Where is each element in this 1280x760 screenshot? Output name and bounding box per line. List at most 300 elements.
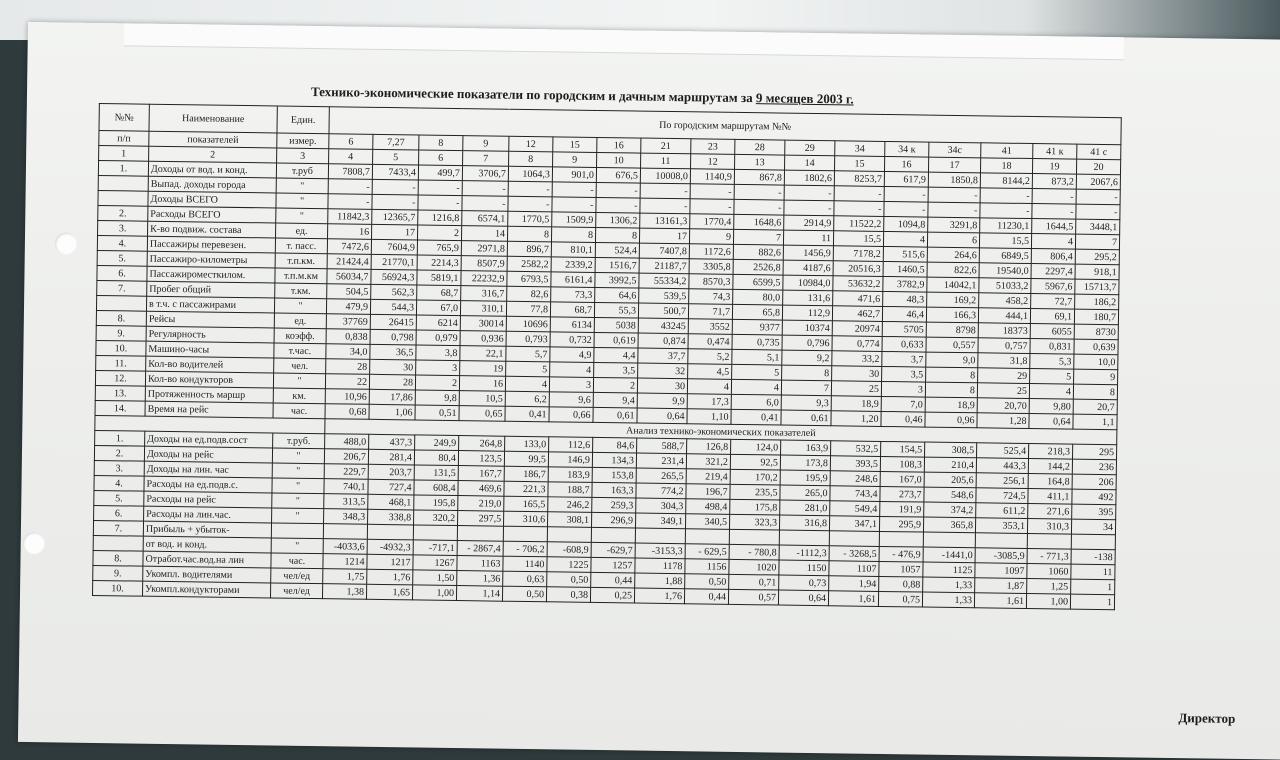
value-cell: - 3268,5 [829, 546, 879, 562]
indicator-name: К-во подвиж. состава [148, 221, 276, 238]
value-cell: 183,9 [548, 467, 592, 483]
indicator-unit: " [272, 448, 324, 464]
value-cell: 1150 [779, 560, 829, 576]
value-cell: 34 [1071, 519, 1115, 535]
value-cell: 9 [689, 229, 733, 245]
value-cell: 469,6 [458, 481, 504, 497]
value-cell: 1,94 [829, 576, 879, 592]
value-cell: 231,4 [636, 453, 686, 469]
value-cell: - [462, 181, 508, 197]
value-cell: - 780,8 [729, 544, 779, 560]
value-cell: 1802,6 [784, 170, 834, 186]
value-cell: 3,8 [416, 345, 460, 361]
value-cell: 0,774 [832, 336, 882, 352]
value-cell: 28 [326, 359, 370, 375]
value-cell: 0,50 [502, 586, 546, 602]
value-cell: 3,5 [594, 362, 638, 378]
value-cell [323, 524, 367, 540]
value-cell: 15713,7 [1075, 279, 1119, 295]
value-cell: 37769 [326, 314, 370, 330]
value-cell: 51033,2 [979, 278, 1031, 294]
value-cell: 2 [415, 375, 459, 391]
value-cell: 7 [733, 229, 783, 245]
value-cell: 1,61 [974, 593, 1026, 609]
value-cell: - [1076, 189, 1120, 205]
value-cell: 1,28 [977, 413, 1029, 429]
indicator-unit: " [276, 193, 328, 209]
value-cell: 153,8 [592, 467, 636, 483]
value-cell: 0,64 [637, 408, 687, 424]
value-cell: -1112,3 [779, 545, 829, 561]
value-cell: 249,9 [415, 435, 459, 451]
value-cell: -3085,9 [975, 548, 1027, 564]
column-index: 14 [785, 155, 835, 171]
value-cell: 1,76 [634, 588, 684, 604]
header-name: показателей [149, 131, 277, 148]
value-cell: 33,2 [832, 351, 882, 367]
value-cell: 1057 [879, 561, 923, 577]
indicator-name: Пассажироместкилом. [147, 266, 275, 283]
value-cell: 0,735 [732, 334, 782, 350]
indicator-unit: т.п.км. [275, 253, 327, 269]
value-cell: 25 [831, 381, 881, 397]
value-cell: 539,5 [639, 288, 689, 304]
value-cell: 3552 [688, 319, 732, 335]
value-cell: 6793,5 [507, 271, 551, 287]
value-cell [457, 526, 503, 542]
value-cell: 0,88 [879, 576, 923, 592]
indicator-unit: час. [271, 553, 323, 569]
value-cell: 108,3 [880, 456, 924, 472]
value-cell: 8730 [1074, 324, 1118, 340]
value-cell [729, 529, 779, 545]
value-cell: 297,5 [458, 511, 504, 527]
value-cell: 259,3 [592, 497, 636, 513]
value-cell: 0,25 [590, 587, 634, 603]
indicator-name: Укомпл.кондукторами [142, 581, 270, 598]
value-cell: 229,7 [324, 464, 368, 480]
indicator-unit: " [274, 298, 326, 314]
value-cell: 1125 [923, 562, 975, 578]
value-cell: 321,2 [686, 454, 730, 470]
value-cell: 264,8 [459, 436, 505, 452]
value-cell: 5 [1030, 369, 1074, 385]
value-cell: 80,4 [414, 450, 458, 466]
value-cell: 188,7 [548, 482, 592, 498]
value-cell: 219,4 [686, 469, 730, 485]
value-cell: 1850,8 [928, 172, 980, 188]
value-cell: 0,639 [1074, 339, 1118, 355]
route-number: 34 [835, 141, 885, 157]
punch-hole [23, 532, 45, 554]
value-cell: 265,0 [780, 485, 830, 501]
value-cell: 462,7 [832, 306, 882, 322]
value-cell: - [734, 199, 784, 215]
value-cell: - [784, 200, 834, 216]
row-number: 6. [97, 265, 147, 281]
value-cell: 17 [371, 224, 417, 240]
indicator-name: в т.ч. с пассажирами [146, 296, 274, 313]
value-cell: 0,46 [881, 411, 925, 427]
value-cell: - [1032, 204, 1076, 220]
value-cell: 0,61 [593, 407, 637, 423]
column-index: 17 [928, 157, 980, 173]
value-cell: 55,3 [594, 302, 638, 318]
indicator-unit: " [272, 463, 324, 479]
value-cell: 0,41 [505, 406, 549, 422]
value-cell: 206 [1072, 474, 1116, 490]
value-cell: 617,9 [884, 171, 928, 187]
value-cell: - [640, 198, 690, 214]
row-number: 4. [94, 475, 144, 491]
route-number: 16 [597, 137, 641, 153]
value-cell: 743,4 [830, 486, 880, 502]
value-cell: 1140 [503, 556, 547, 572]
indicator-name: Расходы на ед.подв.с. [144, 476, 272, 493]
indicator-unit: т.руб [276, 163, 328, 179]
indicator-name: Кол-во водителей [146, 356, 274, 373]
value-cell: 3,7 [882, 351, 926, 367]
value-cell: 9,80 [1029, 399, 1073, 415]
value-cell [975, 533, 1027, 549]
value-cell: 10,96 [325, 389, 369, 405]
indicator-name: Машино-часы [146, 341, 274, 358]
value-cell: 21770,1 [371, 254, 417, 270]
row-number: 7. [93, 520, 143, 536]
row-number: 3. [94, 460, 144, 476]
value-cell: 9,9 [637, 393, 687, 409]
value-cell: 1,75 [323, 569, 367, 585]
value-cell: 727,4 [368, 479, 414, 495]
value-cell: 0,64 [1029, 414, 1073, 430]
value-cell: - 629,5 [685, 544, 729, 560]
indicator-name: Пассажиры перевезен. [147, 236, 275, 253]
value-cell: 7 [1075, 234, 1119, 250]
value-cell: - [462, 196, 508, 212]
value-cell: 1,00 [412, 585, 456, 601]
row-number [96, 295, 146, 311]
route-number: 6 [329, 134, 373, 150]
value-cell: 1,1 [1073, 414, 1117, 430]
value-cell: 515,6 [883, 246, 927, 262]
value-cell: 21424,4 [327, 254, 371, 270]
value-cell: 26415 [370, 314, 416, 330]
indicator-name: Время на рейс [145, 401, 273, 418]
value-cell: 0,66 [549, 407, 593, 423]
value-cell: 304,3 [636, 498, 686, 514]
value-cell: 0,936 [460, 331, 506, 347]
value-cell: 6214 [416, 315, 460, 331]
value-cell: 1644,5 [1032, 219, 1076, 235]
value-cell: 1,50 [413, 570, 457, 586]
row-number: 2. [98, 205, 148, 221]
value-cell: 488,0 [325, 434, 369, 450]
value-cell: 3782,9 [883, 276, 927, 292]
value-cell: 68,7 [417, 285, 461, 301]
value-cell [503, 526, 547, 542]
route-number: 41 к [1033, 144, 1077, 160]
value-cell: 873,2 [1032, 174, 1076, 190]
row-number: 9. [93, 565, 143, 581]
value-cell: - [640, 183, 690, 199]
value-cell: - [372, 194, 418, 210]
value-cell: 3291,8 [928, 217, 980, 233]
value-cell: 296,9 [591, 512, 635, 528]
value-cell: 1172,6 [689, 244, 733, 260]
value-cell: 308,1 [548, 512, 592, 528]
value-cell: 186,2 [1075, 294, 1119, 310]
indicator-unit: " [276, 208, 328, 224]
row-number: 7. [97, 280, 147, 296]
value-cell: - [884, 186, 928, 202]
column-index: 1 [99, 146, 149, 162]
value-cell: 6055 [1030, 324, 1074, 340]
value-cell: 30 [637, 378, 687, 394]
value-cell: 338,8 [368, 509, 414, 525]
value-cell: 479,9 [326, 299, 370, 315]
route-number: 29 [785, 140, 835, 156]
value-cell: 7,0 [881, 396, 925, 412]
value-cell: 246,2 [548, 497, 592, 513]
row-number: 6. [94, 505, 144, 521]
value-cell: 123,5 [458, 451, 504, 467]
value-cell: 8 [595, 227, 639, 243]
value-cell: 822,6 [927, 262, 979, 278]
indicator-name: Пробег общий [147, 281, 275, 298]
value-cell: 53632,2 [833, 276, 883, 292]
value-cell [829, 531, 879, 547]
value-cell: 43245 [638, 318, 688, 334]
value-cell: 608,4 [414, 480, 458, 496]
row-number: 2. [94, 445, 144, 461]
route-number: 28 [735, 139, 785, 155]
value-cell: 7472,6 [327, 239, 371, 255]
value-cell: 1217 [367, 554, 413, 570]
value-cell: 295,9 [879, 516, 923, 532]
value-cell: 2297,4 [1031, 264, 1075, 280]
row-number: 8. [93, 550, 143, 566]
row-number: 9. [96, 325, 146, 341]
value-cell: 7407,8 [639, 243, 689, 259]
value-cell: 17,86 [369, 389, 415, 405]
value-cell: 0,75 [878, 591, 922, 607]
value-cell: 0,51 [415, 405, 459, 421]
value-cell: 133,0 [505, 436, 549, 452]
value-cell: 524,4 [595, 242, 639, 258]
value-cell: 144,2 [1028, 459, 1072, 475]
analysis-caption: Анализ технико-экономических показателей [325, 419, 1117, 445]
value-cell: 25 [977, 383, 1029, 399]
value-cell: 9,0 [926, 352, 978, 368]
column-index: 8 [509, 151, 553, 167]
value-cell: 6849,5 [979, 248, 1031, 264]
value-cell: 236 [1072, 459, 1116, 475]
value-cell: - [884, 201, 928, 217]
value-cell: 901,0 [552, 167, 596, 183]
value-cell: -608,9 [547, 542, 591, 558]
indicator-unit: " [272, 478, 324, 494]
value-cell: 5,1 [732, 349, 782, 365]
value-cell: 99,5 [504, 451, 548, 467]
value-cell: -4033,6 [323, 539, 367, 555]
value-cell: 1 [1070, 594, 1114, 610]
column-index: 13 [735, 154, 785, 170]
value-cell: 1267 [413, 555, 457, 571]
value-cell: 131,5 [414, 465, 458, 481]
value-cell: 8 [782, 365, 832, 381]
value-cell: 169,2 [927, 292, 979, 308]
value-cell: 37,7 [638, 348, 688, 364]
value-cell: 5,7 [506, 346, 550, 362]
value-cell: 112,6 [549, 437, 593, 453]
indicator-name: Расходы ВСЕГО [148, 206, 276, 223]
punch-hole [55, 232, 77, 254]
column-index: 3 [277, 148, 329, 164]
value-cell: 3706,7 [462, 166, 508, 182]
value-cell: 22232,9 [461, 271, 507, 287]
value-cell: 1140,9 [690, 169, 734, 185]
value-cell: 1,76 [367, 569, 413, 585]
value-cell: 5038 [594, 317, 638, 333]
column-index: 19 [1032, 159, 1076, 175]
value-cell: - [508, 181, 552, 197]
value-cell: 2214,3 [417, 255, 461, 271]
indicator-unit: км. [273, 388, 325, 404]
value-cell: 532,5 [831, 441, 881, 457]
value-cell: 180,7 [1074, 309, 1118, 325]
value-cell: - [508, 196, 552, 212]
value-cell [1071, 534, 1115, 550]
value-cell: 1225 [547, 557, 591, 573]
row-number: 5. [94, 490, 144, 506]
value-cell: 2526,8 [733, 259, 783, 275]
value-cell: 1064,3 [508, 166, 552, 182]
value-cell: 374,2 [924, 502, 976, 518]
value-cell: 20,70 [977, 398, 1029, 414]
value-cell: 10,5 [459, 391, 505, 407]
value-cell: 10,0 [1074, 354, 1118, 370]
value-cell: 918,1 [1075, 264, 1119, 280]
value-cell: 6 [927, 232, 979, 248]
value-cell: 411,1 [1028, 489, 1072, 505]
value-cell: 10984,0 [783, 275, 833, 291]
value-cell: 310,3 [1027, 519, 1071, 535]
value-cell: 458,2 [979, 293, 1031, 309]
value-cell: 19 [460, 361, 506, 377]
value-cell: 320,2 [414, 510, 458, 526]
route-number: 15 [553, 137, 597, 153]
value-cell: 9 [1074, 369, 1118, 385]
value-cell: 146,9 [548, 452, 592, 468]
value-cell: 1060 [1027, 564, 1071, 580]
indicator-unit: т. пасс. [275, 238, 327, 254]
value-cell: 7808,7 [328, 164, 372, 180]
value-cell: 80,0 [733, 289, 783, 305]
value-cell: 4 [883, 231, 927, 247]
value-cell: 16 [328, 224, 372, 240]
route-number: 41 с [1077, 144, 1121, 160]
indicator-name: от вод. и конд. [143, 536, 271, 553]
value-cell: 0,57 [728, 589, 778, 605]
value-cell: 4,4 [594, 347, 638, 363]
value-cell: - [328, 194, 372, 210]
value-cell: -4932,3 [367, 539, 413, 555]
value-cell: 219,0 [458, 496, 504, 512]
indicator-name: Укомпл. водителями [143, 566, 271, 583]
value-cell [413, 525, 457, 541]
value-cell: 316,8 [779, 515, 829, 531]
value-cell: 3 [881, 381, 925, 397]
value-cell: 1,33 [923, 577, 975, 593]
value-cell: 1460,5 [883, 261, 927, 277]
route-number: 34с [929, 142, 981, 158]
header-unit: Един. [277, 106, 329, 134]
value-cell: 8570,3 [689, 274, 733, 290]
value-cell: 0,557 [926, 337, 978, 353]
value-cell: 444,1 [978, 308, 1030, 324]
value-cell: 5,2 [688, 349, 732, 365]
value-cell: 1,06 [369, 404, 415, 420]
value-cell: 1456,9 [783, 245, 833, 261]
value-cell: 0,63 [503, 571, 547, 587]
value-cell: 0,61 [781, 410, 831, 426]
value-cell: 196,7 [686, 484, 730, 500]
value-cell: 7178,2 [833, 246, 883, 262]
value-cell: 16 [459, 376, 505, 392]
value-cell: 316,7 [461, 286, 507, 302]
value-cell: - [928, 202, 980, 218]
indicator-unit: чел/ед [271, 568, 323, 584]
row-number: 14. [95, 400, 145, 416]
value-cell: 468,1 [368, 494, 414, 510]
value-cell: 0,50 [685, 574, 729, 590]
row-number: 10. [92, 580, 142, 596]
value-cell: 1,61 [828, 591, 878, 607]
value-cell: 882,6 [733, 244, 783, 260]
route-number: 12 [509, 136, 553, 152]
value-cell: 6,0 [731, 394, 781, 410]
route-number: 9 [463, 136, 509, 152]
value-cell: 203,7 [368, 464, 414, 480]
value-cell: 30014 [460, 316, 506, 332]
value-cell: 186,7 [504, 466, 548, 482]
value-cell: 175,8 [730, 499, 780, 515]
value-cell: 0,65 [459, 406, 505, 422]
route-number: 7,27 [373, 134, 419, 150]
value-cell: 0,838 [326, 329, 370, 345]
indicator-unit [271, 523, 323, 539]
value-cell: 48,3 [883, 291, 927, 307]
value-cell: 7604,9 [371, 239, 417, 255]
value-cell: 4,9 [550, 347, 594, 363]
value-cell: 14042,1 [927, 277, 979, 293]
indicator-name: Регулярность [146, 326, 274, 343]
value-cell: 126,8 [687, 439, 731, 455]
value-cell: 69,1 [1030, 309, 1074, 325]
value-cell [923, 532, 975, 548]
value-cell: 5 [506, 361, 550, 377]
value-cell: 1107 [829, 561, 879, 577]
value-cell: 1216,8 [418, 210, 462, 226]
column-index: 16 [884, 156, 928, 172]
document-title [311, 84, 854, 108]
value-cell: 4,5 [688, 364, 732, 380]
value-cell: 112,9 [782, 305, 832, 321]
value-cell: - [980, 203, 1032, 219]
value-cell: 1648,6 [734, 214, 784, 230]
value-cell: 1,00 [1026, 593, 1070, 609]
value-cell: 2971,8 [461, 241, 507, 257]
